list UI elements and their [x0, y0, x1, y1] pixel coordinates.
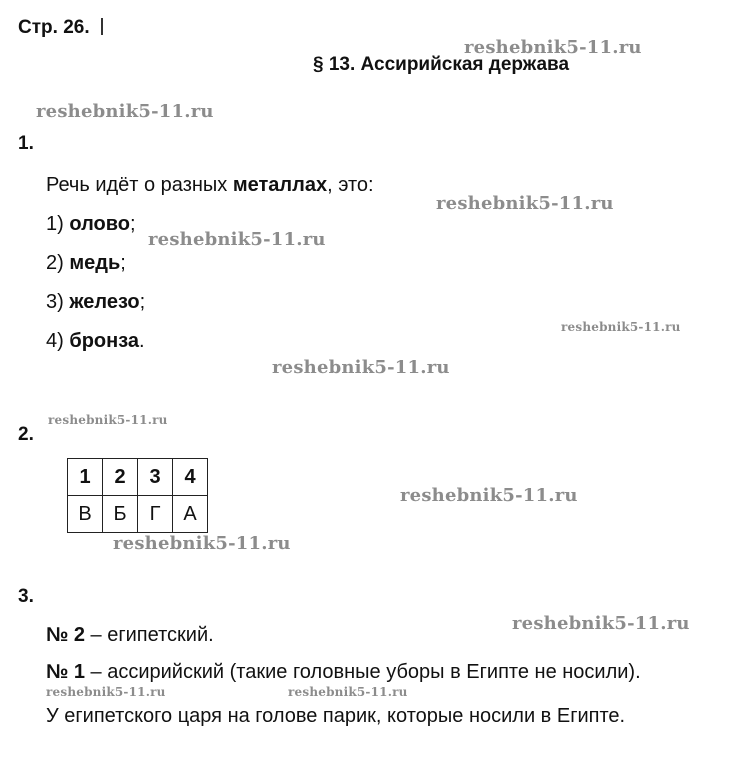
- watermark: reshebnik5-11.ru: [36, 101, 214, 122]
- item-prefix: 1): [46, 213, 70, 235]
- item-suffix: ;: [120, 252, 126, 274]
- page-reference: [18, 17, 103, 39]
- intro-text-before: Речь идёт о разных: [46, 174, 233, 196]
- table-header-cell: 1: [68, 459, 103, 496]
- item-prefix: 3): [46, 291, 70, 313]
- table-cell: Г: [138, 496, 173, 533]
- watermark: reshebnik5-11.ru: [464, 37, 642, 58]
- item-word: бронза: [69, 330, 140, 352]
- page-reference-text: Стр. 26.: [18, 17, 90, 38]
- intro-bold-word: металлах: [232, 174, 328, 196]
- question-1-intro: [46, 174, 374, 197]
- table-cell: А: [173, 496, 208, 533]
- item-prefix: 4): [46, 330, 70, 352]
- table-header-cell: 2: [103, 459, 138, 496]
- intro-text-after: , это:: [327, 174, 374, 196]
- text-cursor: [101, 18, 103, 35]
- watermark: reshebnik5-11.ru: [561, 320, 681, 334]
- line-1-number: № 2: [46, 624, 85, 646]
- table-row: [68, 496, 208, 533]
- item-word: олово: [69, 213, 130, 235]
- answer-item-3: [46, 291, 145, 314]
- item-suffix: ;: [129, 213, 136, 235]
- question-3-line-2: [46, 661, 641, 684]
- watermark: reshebnik5-11.ru: [400, 485, 578, 506]
- table-header-row: [68, 459, 208, 496]
- answer-item-4: [46, 330, 145, 353]
- table-cell: Б: [103, 496, 138, 533]
- answer-item-2: [46, 252, 126, 275]
- question-2-number: 2.: [18, 424, 34, 445]
- question-3-number: 3.: [18, 586, 34, 607]
- section-title: § 13. Ассирийская держава: [313, 54, 570, 75]
- watermark: reshebnik5-11.ru: [46, 685, 166, 699]
- item-word: медь: [69, 252, 121, 274]
- item-prefix: 2): [46, 252, 70, 274]
- item-suffix: .: [139, 330, 145, 352]
- watermark: reshebnik5-11.ru: [148, 229, 326, 250]
- table-cell: В: [68, 496, 103, 533]
- watermark: reshebnik5-11.ru: [48, 413, 168, 427]
- line-2-text: – ассирийский (такие головные уборы в Египте не носили).: [84, 661, 641, 683]
- line-1-text: – египетский.: [84, 624, 214, 646]
- watermark: reshebnik5-11.ru: [272, 357, 450, 378]
- answer-table: [67, 458, 208, 533]
- item-suffix: ;: [139, 291, 146, 313]
- watermark: reshebnik5-11.ru: [113, 533, 291, 554]
- question-3-line-1: [46, 624, 214, 647]
- question-3-line-3: У египетского царя на голове парик, которые носили в Египте.: [46, 705, 626, 727]
- table-header-cell: 4: [173, 459, 208, 496]
- watermark: reshebnik5-11.ru: [288, 685, 408, 699]
- item-word: железо: [69, 291, 140, 313]
- watermark: reshebnik5-11.ru: [512, 613, 690, 634]
- line-2-number: № 1: [46, 661, 85, 683]
- table-header-cell: 3: [138, 459, 173, 496]
- question-1-number: 1.: [18, 133, 34, 154]
- answer-item-1: [46, 213, 136, 236]
- watermark: reshebnik5-11.ru: [436, 193, 614, 214]
